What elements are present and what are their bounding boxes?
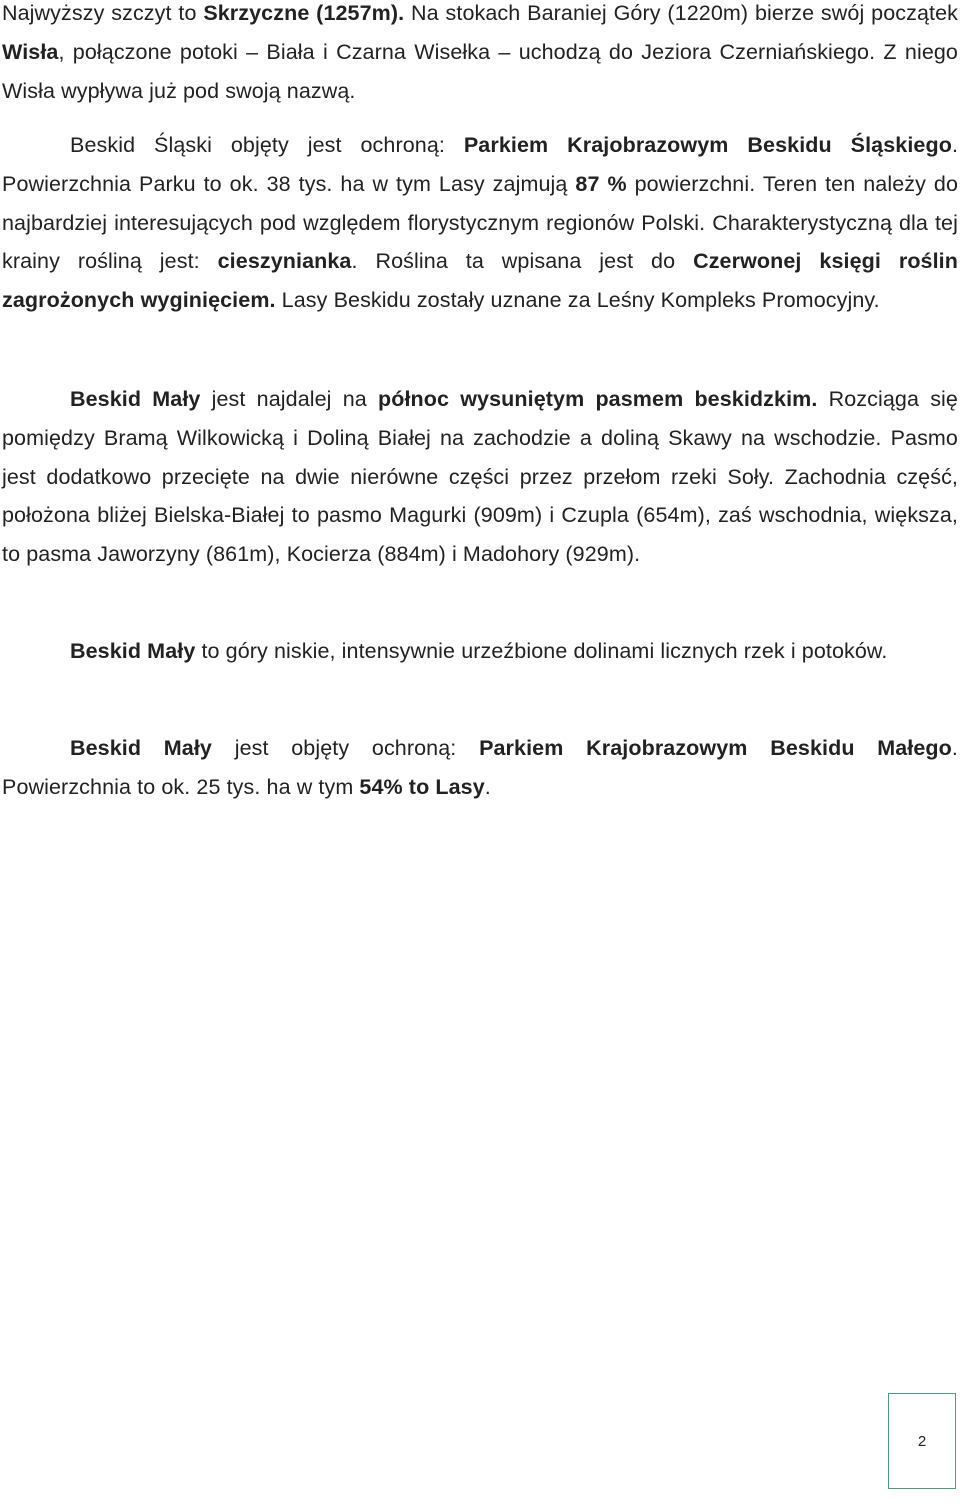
text-run: . Powierzchnia to ok. 25 tys. ha w tym: [2, 736, 958, 799]
text-run: Na stokach Baraniej Góry (1220m) bierze swój początek: [404, 1, 958, 25]
bold-text: północ wysuniętym pasmem beskidzkim.: [378, 387, 818, 411]
bold-text: Czerwonej księgi roślin zagrożonych wyginięciem.: [2, 249, 958, 313]
text-run: . Powierzchnia Parku to ok. 38 tys. ha w tym Lasy zajmują: [2, 133, 959, 196]
paragraph-beskid-maly-protection: [2, 729, 958, 807]
text-run: , połączone potoki – Biała i Czarna Wisełka – uchodzą do Jeziora Czerniańskiego. Z niego Wisła wypływa już pod swoją nazwą.: [2, 39, 958, 103]
bold-text: Wisła: [2, 39, 59, 64]
text-run: jest objęty ochroną:: [212, 736, 480, 760]
page-number-box: [888, 1393, 956, 1489]
bold-text: 87 %: [575, 171, 627, 196]
page-number: 2: [917, 1432, 927, 1450]
text-run: Lasy Beskidu zostały uznane za Leśny Kompleks Promocyjny.: [275, 288, 880, 313]
bold-text: 54% to Lasy: [359, 774, 485, 799]
bold-text: Parkiem Krajobrazowym Beskidu Małego: [479, 736, 952, 760]
paragraph-wisla-source: [2, 0, 958, 110]
bold-text: Beskid Mały: [70, 736, 212, 760]
bold-text: Parkiem Krajobrazowym Beskidu Śląskiego: [463, 133, 952, 157]
paragraph-beskid-slaski: [2, 126, 958, 320]
text-run: .: [484, 774, 491, 799]
text-run: Beskid Śląski objęty jest ochroną:: [70, 133, 464, 157]
bold-text: Beskid Mały: [70, 639, 196, 663]
bold-text: Beskid Mały: [70, 387, 201, 411]
text-run: jest najdalej na: [200, 387, 378, 411]
text-run: Rozciąga się pomiędzy Bramą Wilkowicką i Doliną Białej na zachodzie a doliną Skawy na wschodzie. Pasmo jest dodatkowo przecięte na dwie nierówne części przez przełom rzeki Soły. Zachodnia część, położona bliżej Bielska-Białej to pasmo Magurki (909m) i Czupla (654m), zaś wschodnia, większa, to pasma Jaworzyny (861m), Kocierza (884m) i Madohory (929m).: [2, 387, 958, 567]
bold-text: Skrzyczne (1257m).: [203, 1, 405, 25]
text-run: . Roślina ta wpisana jest do: [351, 249, 694, 274]
paragraph-beskid-maly-location: [2, 380, 958, 574]
text-run: powierzchni. Teren ten należy do najbardziej interesujących pod względem florystycznym regionów Polski. Charakterystyczną dla tej krainy rośliną jest:: [2, 171, 959, 274]
paragraph-beskid-maly-relief: [2, 632, 958, 671]
bold-text: cieszynianka: [217, 249, 352, 274]
text-run: to góry niskie, intensywnie urzeźbione dolinami licznych rzek i potoków.: [195, 639, 888, 663]
text-run: Najwyższy szczyt to: [2, 1, 204, 25]
